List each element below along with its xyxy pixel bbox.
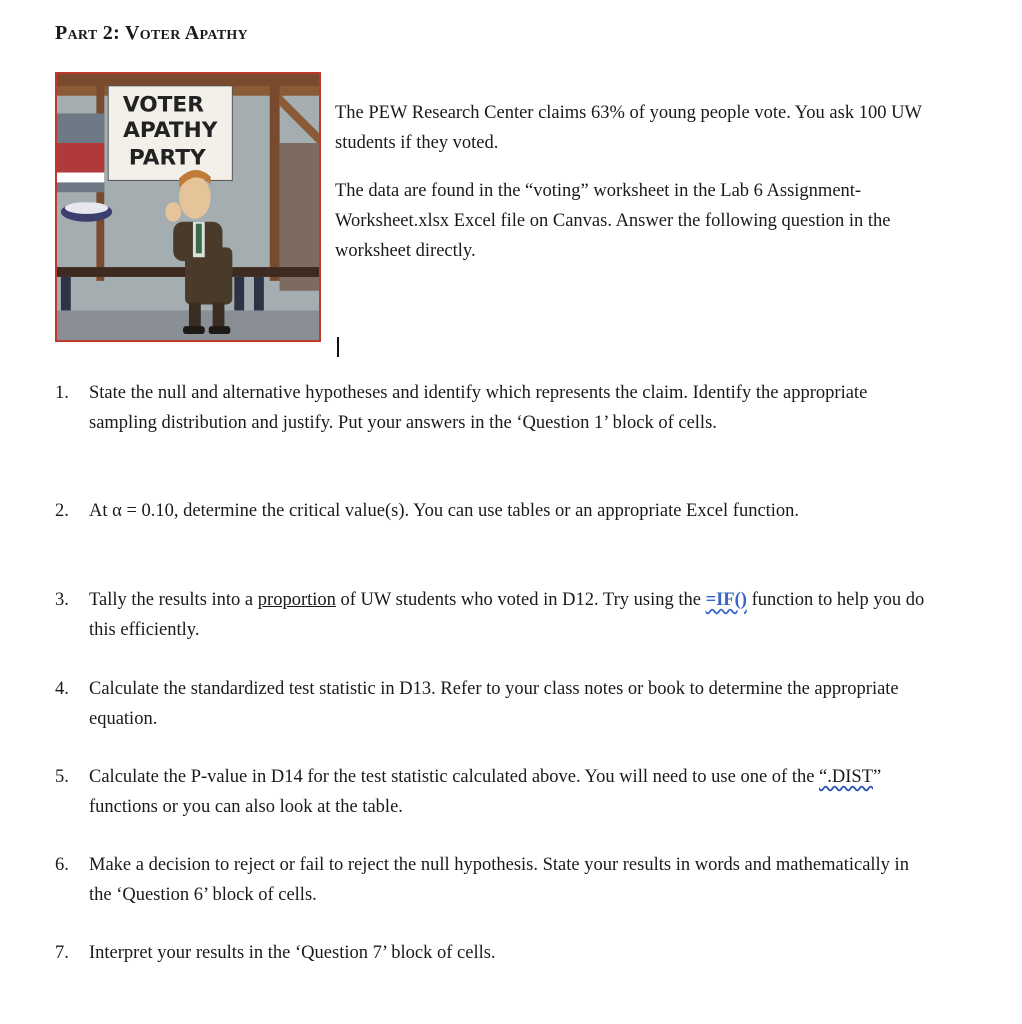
page-title: Part 2: Voter Apathy <box>55 22 248 44</box>
question-text-part: Tally the results into a <box>89 590 258 610</box>
intro-paragraph-2: The data are found in the “voting” worksheet in the Lab 6 Assignment- Worksheet.xlsx Excel file on Canvas. Answer the following question in the worksheet directly. <box>335 181 891 261</box>
question-number: 1. <box>55 383 69 403</box>
question-text: Interpret your results in the ‘Question 7’ block of cells. <box>89 943 496 963</box>
question-text: Make a decision to reject or fail to reject the null hypothesis. State your results in words and mathematically in the ‘Question 6’ block of cells. <box>89 855 909 905</box>
proportion-emphasis: proportion <box>257 590 336 610</box>
question-item <box>55 850 935 910</box>
question-text <box>89 762 935 822</box>
question-number: 7. <box>55 943 69 963</box>
question-text-part: Calculate the P-value in D14 for the test statistic calculated above. You will need to use one of the <box>89 767 820 787</box>
question-number: 5. <box>55 767 69 787</box>
question-item <box>55 585 935 645</box>
question-item <box>55 378 935 438</box>
intro-text <box>335 98 935 266</box>
sign-line-3: PARTY <box>128 145 206 171</box>
question-number: 6. <box>55 855 69 875</box>
question-item <box>55 938 935 968</box>
text-cursor <box>337 337 339 357</box>
question-text: At α = 0.10, determine the critical value(s). You can use tables or an appropriate Excel function. <box>89 501 800 521</box>
question-number: 2. <box>55 501 69 521</box>
if-function-reference: =IF() <box>705 590 747 610</box>
question-text <box>89 585 935 645</box>
question-text-part: of UW students who voted in D12. Try using the <box>335 590 706 610</box>
question-number: 3. <box>55 590 69 610</box>
voter-apathy-illustration <box>55 72 321 342</box>
question-text-part: ” functions or you can also look at the table. <box>89 767 882 817</box>
question-text-part: function to help you do this efficiently. <box>89 590 925 640</box>
dist-function-reference: “.DIST <box>819 767 873 787</box>
sign-line-2: APATHY <box>123 118 218 144</box>
sign-line-1: VOTER <box>122 92 204 118</box>
question-text: Calculate the standardized test statistic in D13. Refer to your class notes or book to determine the appropriate equation. <box>89 679 899 729</box>
question-item <box>55 762 935 822</box>
question-text: State the null and alternative hypotheses and identify which represents the claim. Identify the appropriate sampling distribution and justify. Put your answers in the ‘Question 1’ block of cells. <box>89 383 868 433</box>
intro-paragraph-1: The PEW Research Center claims 63% of young people vote. You ask 100 UW students if they voted. <box>335 103 922 153</box>
question-item <box>55 496 935 526</box>
question-number: 4. <box>55 679 69 699</box>
question-item <box>55 674 935 734</box>
